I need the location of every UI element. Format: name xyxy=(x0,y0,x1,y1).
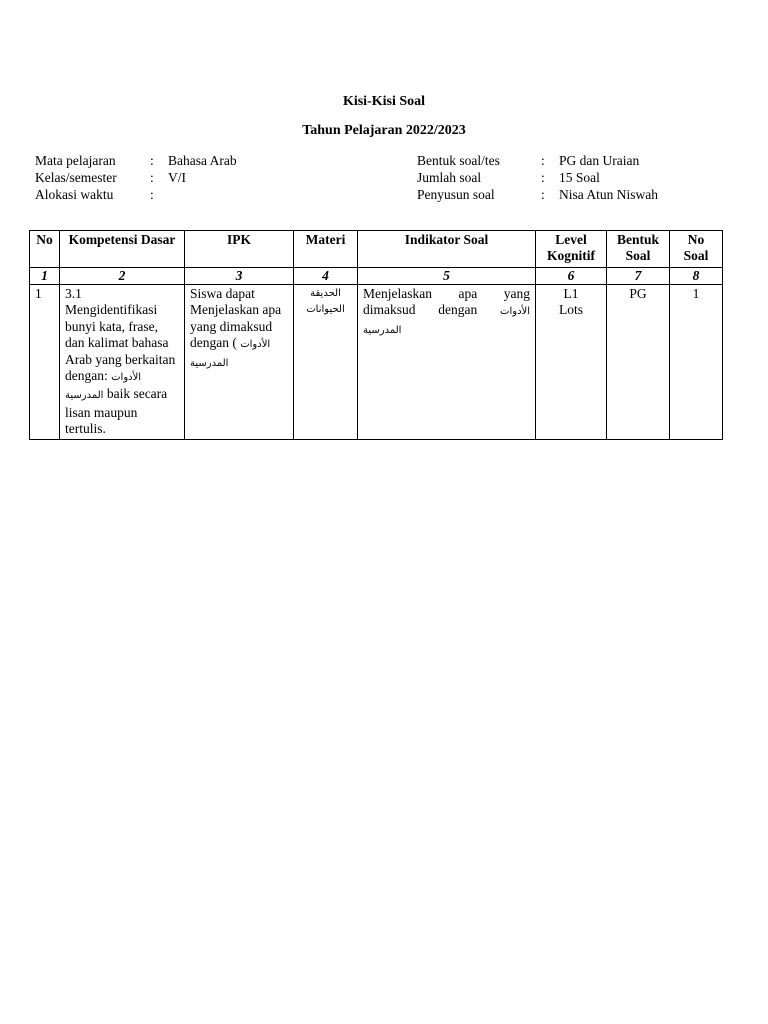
cell-bentuk-soal: PG xyxy=(607,285,670,440)
kd-code: 3.1 xyxy=(65,286,82,301)
ipk-text: Siswa dapat Menjelaskan apa yang dimaksud dengan ( xyxy=(190,286,282,351)
column-number: 2 xyxy=(60,268,185,285)
header-materi: Materi xyxy=(294,231,358,268)
document-title: Kisi-Kisi Soal xyxy=(342,94,426,109)
table-row xyxy=(30,285,723,440)
column-number: 3 xyxy=(185,268,294,285)
ipk-arabic-text: الأدوات المدرسية xyxy=(190,339,271,369)
header-level-line2: Kognitif xyxy=(546,248,595,264)
kd-text-part2: baik secara lisan maupun tertulis. xyxy=(65,386,168,437)
meta-value: PG dan Uraian xyxy=(559,153,640,168)
kd-text-part1: Mengidentifikasi bunyi kata, frase, dan kalimat bahasa Arab yang berkaitan dengan: xyxy=(65,302,176,384)
meta-label: Jumlah soal xyxy=(417,170,482,185)
cell-kompetensi-dasar xyxy=(60,285,185,440)
meta-value: 15 Soal xyxy=(559,170,600,185)
header-level-line1: Level xyxy=(555,232,587,247)
header-level-kognitif xyxy=(536,231,607,268)
cell-materi xyxy=(294,285,358,440)
meta-colon: : xyxy=(541,187,545,202)
cell-no: 1 xyxy=(30,285,60,440)
materi-line2: الحيوانات xyxy=(306,304,345,316)
meta-row-mata-pelajaran xyxy=(35,152,237,169)
indikator-arabic-text: الأدوات المدرسية xyxy=(363,306,531,336)
meta-value: Bahasa Arab xyxy=(168,153,237,168)
meta-row-alokasi-waktu xyxy=(35,186,237,203)
header-nosoal-line1: No xyxy=(687,232,705,247)
meta-colon: : xyxy=(150,153,154,168)
column-number: 6 xyxy=(536,268,607,285)
column-number-row xyxy=(30,268,723,285)
meta-label: Penyusun soal xyxy=(417,187,495,202)
meta-row-jumlah-soal xyxy=(417,169,658,186)
meta-info-right xyxy=(417,152,658,203)
column-number: 1 xyxy=(30,268,60,285)
meta-info-left xyxy=(35,152,237,203)
meta-colon: : xyxy=(541,170,545,185)
cell-ipk xyxy=(185,285,294,440)
header-no: No xyxy=(30,231,60,268)
header-ipk: IPK xyxy=(185,231,294,268)
header-no-soal xyxy=(670,231,723,268)
meta-label: Kelas/semester xyxy=(35,170,117,185)
kd-arabic-text: الأدوات المدرسية xyxy=(65,372,142,402)
meta-row-bentuk-soal xyxy=(417,152,658,169)
column-number: 5 xyxy=(358,268,536,285)
meta-colon: : xyxy=(541,153,545,168)
kisi-kisi-table xyxy=(29,230,723,440)
meta-colon: : xyxy=(150,170,154,185)
table-header-row xyxy=(30,231,723,268)
header-kompetensi-dasar: Kompetensi Dasar xyxy=(60,231,185,268)
meta-label: Mata pelajaran xyxy=(35,153,116,168)
column-number: 4 xyxy=(294,268,358,285)
header-bentuk-soal xyxy=(607,231,670,268)
document-subtitle: Tahun Pelajaran 2022/2023 xyxy=(302,123,466,138)
cell-level-kognitif xyxy=(536,285,607,440)
column-number: 8 xyxy=(670,268,723,285)
cell-indikator-soal xyxy=(358,285,536,440)
header-nosoal-line2: Soal xyxy=(683,248,709,264)
header-indikator-soal: Indikator Soal xyxy=(358,231,536,268)
meta-row-kelas-semester xyxy=(35,169,237,186)
column-number: 7 xyxy=(607,268,670,285)
meta-row-penyusun-soal xyxy=(417,186,658,203)
meta-label: Alokasi waktu xyxy=(35,187,114,202)
meta-value: V/I xyxy=(168,170,186,185)
meta-colon: : xyxy=(150,187,154,202)
header-bentuk-line1: Bentuk xyxy=(616,232,660,247)
header-bentuk-line2: Soal xyxy=(625,248,651,264)
level-code: L1 xyxy=(563,286,579,301)
materi-line1: الحديقة xyxy=(310,288,341,299)
meta-value: Nisa Atun Niswah xyxy=(559,187,658,202)
indikator-text: Menjelaskan apa yang dimaksud dengan xyxy=(363,286,530,318)
cell-no-soal: 1 xyxy=(670,285,723,440)
level-category: Lots xyxy=(558,302,583,318)
meta-label: Bentuk soal/tes xyxy=(417,153,500,168)
